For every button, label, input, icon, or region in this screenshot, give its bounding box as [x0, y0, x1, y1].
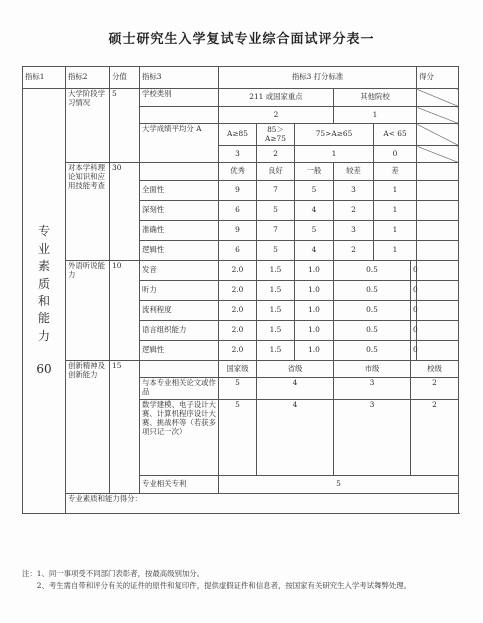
- score-cell: 0: [411, 301, 417, 321]
- score-cell: 1.0: [295, 281, 334, 301]
- blank-diagonal-cell: [417, 146, 459, 163]
- score-cell: 2.0: [219, 281, 257, 301]
- score-cell: 0.5: [334, 341, 411, 361]
- score-cell: 1.5: [257, 261, 295, 281]
- got-score-cell[interactable]: [417, 181, 459, 201]
- score-cell: 2: [411, 378, 459, 400]
- got-score-cell[interactable]: [417, 281, 459, 301]
- page-title: 硕士研究生入学复试专业综合面试评分表一: [108, 32, 375, 47]
- blank-diagonal-cell: [417, 124, 459, 146]
- school-type-value-other: 1: [334, 107, 417, 124]
- criterion-label: 流利程度: [140, 301, 219, 321]
- school-type-value-key: 2: [219, 107, 334, 124]
- header-indicator-2: 指标2: [66, 67, 110, 89]
- score-cell: 0.5: [334, 321, 411, 341]
- grade-value: 0: [374, 146, 417, 163]
- score-cell: 0.5: [334, 261, 411, 281]
- score-cell: 4: [257, 378, 334, 400]
- got-score-cell[interactable]: [417, 261, 459, 281]
- score-cell: 6: [219, 201, 257, 221]
- level-header: 较差: [334, 163, 374, 181]
- table-row: [23, 261, 459, 281]
- criterion-label: 全面性: [140, 181, 219, 201]
- score-cell: 5: [257, 201, 295, 221]
- got-score-cell[interactable]: [417, 301, 459, 321]
- score-cell: 3: [334, 400, 411, 476]
- score-cell: 0: [411, 261, 417, 281]
- category-professional-quality: 专 业 素 质 和 能 力 60: [23, 89, 66, 514]
- score-cell: 7: [257, 181, 295, 201]
- section-foreign-language-score: 10: [110, 261, 140, 361]
- blank-diagonal-cell: [417, 89, 459, 107]
- score-cell: 2.0: [219, 321, 257, 341]
- got-score-cell[interactable]: [417, 321, 459, 341]
- section-innovation-score: 15: [110, 361, 140, 494]
- score-cell: 4: [257, 400, 334, 476]
- header-indicator-3-standard: 指标3 打分标准: [219, 67, 417, 89]
- grade-range: A< 65: [374, 124, 417, 146]
- score-cell: 1.0: [295, 321, 334, 341]
- award-level-header: 省级: [257, 361, 334, 378]
- score-cell: 1.5: [257, 321, 295, 341]
- note-1: 注：1、同一事项受不同部门表彰者，按最高级别加分。: [22, 569, 205, 578]
- category-total-score: 60: [36, 362, 52, 377]
- score-cell: 3: [334, 181, 374, 201]
- score-cell: 2: [411, 400, 459, 476]
- score-cell: 2: [334, 241, 374, 261]
- score-cell: 1.0: [295, 261, 334, 281]
- score-cell: 5: [219, 476, 459, 494]
- score-cell: 7: [257, 221, 295, 241]
- header-indicator-3: 指标3: [140, 67, 219, 89]
- grade-value: 3: [219, 146, 257, 163]
- score-cell: 4: [295, 201, 334, 221]
- score-cell: 0: [411, 281, 417, 301]
- table-header-row: [23, 67, 459, 89]
- got-score-cell[interactable]: [417, 341, 459, 361]
- criterion-label: 深刻性: [140, 201, 219, 221]
- got-score-cell[interactable]: [417, 221, 459, 241]
- total-score-label: 专业素质和能力得分：: [66, 494, 459, 514]
- criterion-label: 逻辑性: [140, 341, 219, 361]
- score-cell: 6: [219, 241, 257, 261]
- criterion-label: 与本专业相关论文或作品: [140, 378, 219, 400]
- score-cell: 2.0: [219, 341, 257, 361]
- section-foreign-language: 外语听说能力: [66, 261, 110, 361]
- level-header: 差: [374, 163, 417, 181]
- score-cell: 1.0: [295, 341, 334, 361]
- score-cell: 9: [219, 181, 257, 201]
- score-cell: 0.5: [334, 281, 411, 301]
- score-cell: 4: [295, 241, 334, 261]
- got-score-cell[interactable]: [417, 201, 459, 221]
- award-level-header: 市级: [334, 361, 411, 378]
- grade-range: 85＞A≥75: [257, 124, 295, 146]
- score-cell: 3: [334, 378, 411, 400]
- criterion-label: 听力: [140, 281, 219, 301]
- score-cell: 2: [334, 201, 374, 221]
- criterion-label: 逻辑性: [140, 241, 219, 261]
- section-theory-knowledge-score: 30: [110, 163, 140, 261]
- grade-range: A≥85: [219, 124, 257, 146]
- level-header: 一般: [295, 163, 334, 181]
- score-table: [22, 66, 459, 514]
- award-level-header: 校级: [411, 361, 459, 378]
- criterion-label: 专业相关专利: [140, 476, 219, 494]
- header-indicator-1: 指标1: [23, 67, 66, 89]
- grade-value: 1: [295, 146, 374, 163]
- score-cell: 0: [411, 321, 417, 341]
- level-header: 良好: [257, 163, 295, 181]
- score-cell: 5: [295, 221, 334, 241]
- score-cell: 1: [374, 201, 417, 221]
- section-innovation: 创新精神及创新能力: [66, 361, 110, 494]
- header-got-score: 得分: [417, 67, 459, 89]
- score-cell: 3: [334, 221, 374, 241]
- section-theory-knowledge: 对本学科理论知识和应用技能考查: [66, 163, 110, 261]
- school-type-option-key: 211 或国家重点: [219, 89, 334, 107]
- score-cell: 1: [374, 221, 417, 241]
- section-study-performance: 大学阶段学习情况: [66, 89, 110, 163]
- criterion-label: 数学建模、电子设计大赛、计算机程序设计大赛、挑战杯等（若获多项只记一次）: [140, 400, 219, 476]
- score-cell: 5: [219, 378, 257, 400]
- notes: [22, 568, 462, 592]
- grade-average-label: 大学成绩平均分 A: [140, 124, 219, 163]
- score-cell: 2.0: [219, 261, 257, 281]
- section-study-performance-score: 5: [110, 89, 140, 163]
- grade-value: 2: [257, 146, 295, 163]
- school-type-option-other: 其他院校: [334, 89, 417, 107]
- score-cell: 0.5: [334, 301, 411, 321]
- note-2: 2、考生需自带和评分有关的证件的原件和复印件，提供虚假证件和信息者，按国家有关研究生入学考试舞弊处理。: [22, 581, 412, 591]
- score-cell: 5: [295, 181, 334, 201]
- score-cell: 1: [374, 181, 417, 201]
- score-cell: 1: [374, 241, 417, 261]
- grade-range: 75>A≥65: [295, 124, 374, 146]
- blank-diagonal-cell: [417, 107, 459, 124]
- score-cell: 1.5: [257, 341, 295, 361]
- score-cell: 9: [219, 221, 257, 241]
- score-cell: 2.0: [219, 301, 257, 321]
- award-level-header: 国家级: [219, 361, 257, 378]
- got-score-cell[interactable]: [417, 241, 459, 261]
- score-cell: 1.5: [257, 281, 295, 301]
- criterion-label: 语言组织能力: [140, 321, 219, 341]
- score-cell: 0: [411, 341, 417, 361]
- level-header: 优秀: [219, 163, 257, 181]
- school-type-label: 学校类别: [140, 89, 219, 107]
- score-cell: 1.0: [295, 301, 334, 321]
- score-cell: 5: [257, 241, 295, 261]
- criterion-label: 准确性: [140, 221, 219, 241]
- score-cell: 1.5: [257, 301, 295, 321]
- criterion-label: 发音: [140, 261, 219, 281]
- score-cell: 5: [219, 400, 257, 476]
- header-score: 分值: [110, 67, 140, 89]
